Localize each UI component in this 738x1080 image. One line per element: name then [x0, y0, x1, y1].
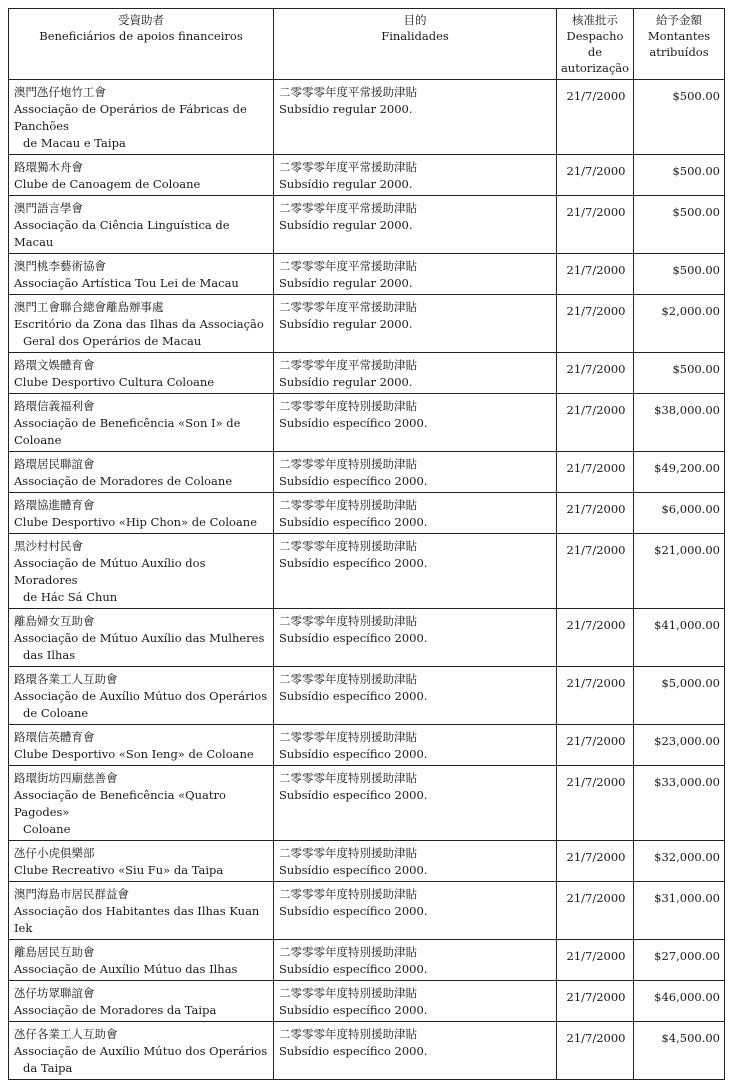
- purpose-cell: [274, 353, 557, 394]
- beneficiary-name-pt: Associação de Beneficência «Son I» de Coloane: [14, 416, 241, 447]
- beneficiary-name-pt: Associação dos Habitantes das Ilhas Kuan Iek: [14, 904, 260, 935]
- beneficiary-name-pt-cont: Geral dos Operários de Macau: [23, 334, 202, 348]
- table-row: [9, 80, 725, 155]
- purpose-pt: Subsídio regular 2000.: [279, 276, 413, 290]
- beneficiary-name-zh: 澳門工會聯合總會離島辦事處: [14, 300, 164, 314]
- beneficiary-name-pt: Associação de Mútuo Auxílio das Mulheres: [14, 631, 265, 645]
- purpose-zh: 二零零零年度特別援助津貼: [279, 986, 417, 1000]
- beneficiary-name-pt: Associação de Beneficência «Quatro Pagodes»: [14, 788, 226, 819]
- beneficiary-cell: [9, 766, 274, 841]
- beneficiary-cell: [9, 609, 274, 667]
- purpose-zh: 二零零零年度特別援助津貼: [279, 457, 417, 471]
- beneficiary-header-zh: 受資助者: [118, 13, 164, 27]
- beneficiary-name-pt: Clube de Canoagem de Coloane: [14, 177, 201, 191]
- amount-cell: $6,000.00: [634, 493, 725, 534]
- amount-header-pt: Montantes atribuídos: [647, 29, 711, 59]
- beneficiary-header-pt: Beneficiários de apoios financeiros: [39, 29, 243, 43]
- beneficiary-name-pt: Associação de Moradores de Coloane: [14, 474, 233, 488]
- header-row: [9, 9, 725, 80]
- approval-header-pt: Despacho de autorização: [560, 29, 630, 75]
- purpose-cell: [274, 80, 557, 155]
- amount-cell: $32,000.00: [634, 841, 725, 882]
- purpose-pt: Subsídio regular 2000.: [279, 317, 413, 331]
- purpose-zh: 二零零零年度特別援助津貼: [279, 614, 417, 628]
- beneficiary-name-zh: 氹仔坊眾聯誼會: [14, 986, 95, 1000]
- table-row: [9, 725, 725, 766]
- purpose-zh: 二零零零年度平常援助津貼: [279, 201, 417, 215]
- beneficiary-name-pt-cont: de Macau e Taipa: [23, 136, 126, 150]
- beneficiary-cell: [9, 493, 274, 534]
- beneficiary-name-pt: Associação de Moradores da Taipa: [14, 1003, 217, 1017]
- purpose-cell: [274, 493, 557, 534]
- table-row: [9, 882, 725, 940]
- beneficiary-cell: [9, 452, 274, 493]
- purpose-pt: Subsídio específico 2000.: [279, 689, 428, 703]
- amount-cell: $500.00: [634, 80, 725, 155]
- table-row: [9, 667, 725, 725]
- purpose-pt: Subsídio específico 2000.: [279, 556, 428, 570]
- amount-cell: $500.00: [634, 155, 725, 196]
- beneficiary-name-pt: Associação de Auxílio Mútuo dos Operários: [14, 689, 268, 703]
- purpose-pt: Subsídio específico 2000.: [279, 1044, 428, 1058]
- purpose-zh: 二零零零年度平常援助津貼: [279, 358, 417, 372]
- beneficiary-name-pt: Associação Artística Tou Lei de Macau: [14, 276, 239, 290]
- beneficiary-name-zh: 黑沙村村民會: [14, 539, 83, 553]
- amount-cell: $21,000.00: [634, 534, 725, 609]
- approval-date-cell: 21/7/2000: [557, 725, 634, 766]
- beneficiary-name-pt: Associação da Ciência Linguística de Macau: [14, 218, 230, 249]
- beneficiary-cell: [9, 80, 274, 155]
- beneficiary-name-zh: 氹仔各業工人互助會: [14, 1027, 118, 1041]
- beneficiary-name-zh: 離島居民互助會: [14, 945, 95, 959]
- beneficiary-cell: [9, 394, 274, 452]
- beneficiary-name-zh: 澳門氹仔炮竹工會: [14, 85, 106, 99]
- purpose-zh: 二零零零年度特別援助津貼: [279, 887, 417, 901]
- beneficiary-name-zh: 澳門海島市居民群益會: [14, 887, 129, 901]
- purpose-zh: 二零零零年度特別援助津貼: [279, 539, 417, 553]
- table-row: [9, 981, 725, 1022]
- table-row: [9, 766, 725, 841]
- purpose-zh: 二零零零年度特別援助津貼: [279, 945, 417, 959]
- table-row: [9, 196, 725, 254]
- beneficiary-name-pt-cont: Coloane: [23, 822, 71, 836]
- purpose-pt: Subsídio regular 2000.: [279, 102, 413, 116]
- amount-cell: $41,000.00: [634, 609, 725, 667]
- table-row: [9, 295, 725, 353]
- purpose-zh: 二零零零年度特別援助津貼: [279, 846, 417, 860]
- purpose-cell: [274, 534, 557, 609]
- beneficiary-name-zh: 氹仔小虎俱樂部: [14, 846, 95, 860]
- approval-date-cell: 21/7/2000: [557, 1022, 634, 1080]
- table-row: [9, 534, 725, 609]
- purpose-zh: 二零零零年度平常援助津貼: [279, 259, 417, 273]
- table-row: [9, 841, 725, 882]
- beneficiary-name-pt: Clube Desportivo Cultura Coloane: [14, 375, 215, 389]
- amount-cell: $33,000.00: [634, 766, 725, 841]
- purpose-zh: 二零零零年度平常援助津貼: [279, 85, 417, 99]
- table-row: [9, 353, 725, 394]
- amount-cell: $500.00: [634, 254, 725, 295]
- purpose-zh: 二零零零年度特別援助津貼: [279, 771, 417, 785]
- beneficiary-cell: [9, 1022, 274, 1080]
- table-row: [9, 493, 725, 534]
- approval-date-cell: 21/7/2000: [557, 667, 634, 725]
- purpose-cell: [274, 394, 557, 452]
- amount-cell: $4,500.00: [634, 1022, 725, 1080]
- beneficiary-name-pt: Associação de Operários de Fábricas de Panchões: [14, 102, 247, 133]
- approval-date-cell: 21/7/2000: [557, 155, 634, 196]
- purpose-pt: Subsídio específico 2000.: [279, 416, 428, 430]
- purpose-pt: Subsídio específico 2000.: [279, 788, 428, 802]
- approval-date-cell: 21/7/2000: [557, 80, 634, 155]
- beneficiary-cell: [9, 725, 274, 766]
- beneficiary-name-pt: Clube Desportivo «Hip Chon» de Coloane: [14, 515, 257, 529]
- amount-cell: $38,000.00: [634, 394, 725, 452]
- purpose-cell: [274, 609, 557, 667]
- purpose-zh: 二零零零年度特別援助津貼: [279, 498, 417, 512]
- beneficiary-cell: [9, 841, 274, 882]
- table-row: [9, 394, 725, 452]
- beneficiary-cell: [9, 295, 274, 353]
- amount-cell: $46,000.00: [634, 981, 725, 1022]
- purpose-pt: Subsídio específico 2000.: [279, 474, 428, 488]
- beneficiary-name-pt-cont: de Coloane: [23, 706, 89, 720]
- purpose-zh: 二零零零年度特別援助津貼: [279, 730, 417, 744]
- amount-cell: $500.00: [634, 353, 725, 394]
- approval-date-cell: 21/7/2000: [557, 981, 634, 1022]
- purpose-header-zh: 目的: [403, 13, 427, 27]
- beneficiary-header: [9, 9, 274, 80]
- table-row: [9, 609, 725, 667]
- beneficiary-name-pt: Clube Recreativo «Siu Fu» da Taipa: [14, 863, 224, 877]
- purpose-zh: 二零零零年度特別援助津貼: [279, 672, 417, 686]
- amount-cell: $49,200.00: [634, 452, 725, 493]
- purpose-cell: [274, 725, 557, 766]
- beneficiary-name-pt-cont: da Taipa: [23, 1061, 73, 1075]
- table-row: [9, 1022, 725, 1080]
- amount-cell: $23,000.00: [634, 725, 725, 766]
- purpose-header-pt: Finalidades: [381, 29, 449, 43]
- amount-cell: $5,000.00: [634, 667, 725, 725]
- table-row: [9, 254, 725, 295]
- beneficiary-cell: [9, 254, 274, 295]
- approval-date-cell: 21/7/2000: [557, 493, 634, 534]
- purpose-pt: Subsídio regular 2000.: [279, 177, 413, 191]
- beneficiary-name-pt: Associação de Auxílio Mútuo das Ilhas: [14, 962, 238, 976]
- subsidy-table: [8, 8, 725, 1080]
- purpose-cell: [274, 254, 557, 295]
- beneficiary-name-zh: 路環街坊四廟慈善會: [14, 771, 118, 785]
- purpose-zh: 二零零零年度特別援助津貼: [279, 1027, 417, 1041]
- beneficiary-name-zh: 路環協進體育會: [14, 498, 95, 512]
- approval-header: [557, 9, 634, 80]
- purpose-cell: [274, 766, 557, 841]
- purpose-cell: [274, 155, 557, 196]
- purpose-cell: [274, 452, 557, 493]
- beneficiary-cell: [9, 155, 274, 196]
- approval-date-cell: 21/7/2000: [557, 452, 634, 493]
- approval-date-cell: 21/7/2000: [557, 534, 634, 609]
- approval-date-cell: 21/7/2000: [557, 394, 634, 452]
- beneficiary-cell: [9, 981, 274, 1022]
- beneficiary-name-zh: 路環文娛體育會: [14, 358, 95, 372]
- purpose-zh: 二零零零年度特別援助津貼: [279, 399, 417, 413]
- purpose-header: [274, 9, 557, 80]
- approval-date-cell: 21/7/2000: [557, 295, 634, 353]
- beneficiary-name-pt-cont: de Hác Sá Chun: [23, 590, 118, 604]
- beneficiary-name-zh: 路環居民聯誼會: [14, 457, 95, 471]
- table-row: [9, 155, 725, 196]
- beneficiary-name-zh: 路環信英體育會: [14, 730, 95, 744]
- beneficiary-name-pt: Escritório da Zona das Ilhas da Associação: [14, 317, 264, 331]
- purpose-pt: Subsídio regular 2000.: [279, 375, 413, 389]
- purpose-cell: [274, 196, 557, 254]
- beneficiary-name-zh: 離島婦女互助會: [14, 614, 95, 628]
- purpose-pt: Subsídio específico 2000.: [279, 747, 428, 761]
- amount-cell: $2,000.00: [634, 295, 725, 353]
- table-row: [9, 940, 725, 981]
- purpose-cell: [274, 667, 557, 725]
- purpose-cell: [274, 1022, 557, 1080]
- purpose-pt: Subsídio específico 2000.: [279, 904, 428, 918]
- purpose-cell: [274, 981, 557, 1022]
- beneficiary-cell: [9, 882, 274, 940]
- approval-header-zh: 核准批示: [572, 13, 618, 27]
- approval-date-cell: 21/7/2000: [557, 940, 634, 981]
- approval-date-cell: 21/7/2000: [557, 353, 634, 394]
- beneficiary-cell: [9, 940, 274, 981]
- purpose-zh: 二零零零年度平常援助津貼: [279, 300, 417, 314]
- purpose-cell: [274, 882, 557, 940]
- document-page: [8, 8, 724, 1080]
- amount-header: [634, 9, 725, 80]
- approval-date-cell: 21/7/2000: [557, 882, 634, 940]
- approval-date-cell: 21/7/2000: [557, 254, 634, 295]
- beneficiary-name-zh: 路環獨木舟會: [14, 160, 83, 174]
- beneficiary-name-zh: 澳門語言學會: [14, 201, 83, 215]
- purpose-cell: [274, 295, 557, 353]
- amount-cell: $31,000.00: [634, 882, 725, 940]
- purpose-cell: [274, 940, 557, 981]
- approval-date-cell: 21/7/2000: [557, 609, 634, 667]
- purpose-pt: Subsídio regular 2000.: [279, 218, 413, 232]
- beneficiary-cell: [9, 534, 274, 609]
- beneficiary-name-pt: Clube Desportivo «Son Ieng» de Coloane: [14, 747, 254, 761]
- beneficiary-name-pt-cont: das Ilhas: [23, 648, 76, 662]
- beneficiary-name-pt: Associação de Auxílio Mútuo dos Operários: [14, 1044, 268, 1058]
- approval-date-cell: 21/7/2000: [557, 196, 634, 254]
- beneficiary-name-zh: 澳門桃李藝術協會: [14, 259, 106, 273]
- purpose-pt: Subsídio específico 2000.: [279, 863, 428, 877]
- amount-header-zh: 給予金額: [656, 13, 702, 27]
- table-row: [9, 452, 725, 493]
- purpose-zh: 二零零零年度平常援助津貼: [279, 160, 417, 174]
- approval-date-cell: 21/7/2000: [557, 766, 634, 841]
- approval-date-cell: 21/7/2000: [557, 841, 634, 882]
- beneficiary-cell: [9, 196, 274, 254]
- purpose-pt: Subsídio específico 2000.: [279, 962, 428, 976]
- amount-cell: $27,000.00: [634, 940, 725, 981]
- amount-cell: $500.00: [634, 196, 725, 254]
- beneficiary-cell: [9, 667, 274, 725]
- purpose-pt: Subsídio específico 2000.: [279, 631, 428, 645]
- beneficiary-name-zh: 路環各業工人互助會: [14, 672, 118, 686]
- beneficiary-name-pt: Associação de Mútuo Auxílio dos Moradores: [14, 556, 206, 587]
- purpose-pt: Subsídio específico 2000.: [279, 515, 428, 529]
- purpose-pt: Subsídio específico 2000.: [279, 1003, 428, 1017]
- purpose-cell: [274, 841, 557, 882]
- beneficiary-name-zh: 路環信義福利會: [14, 399, 95, 413]
- beneficiary-cell: [9, 353, 274, 394]
